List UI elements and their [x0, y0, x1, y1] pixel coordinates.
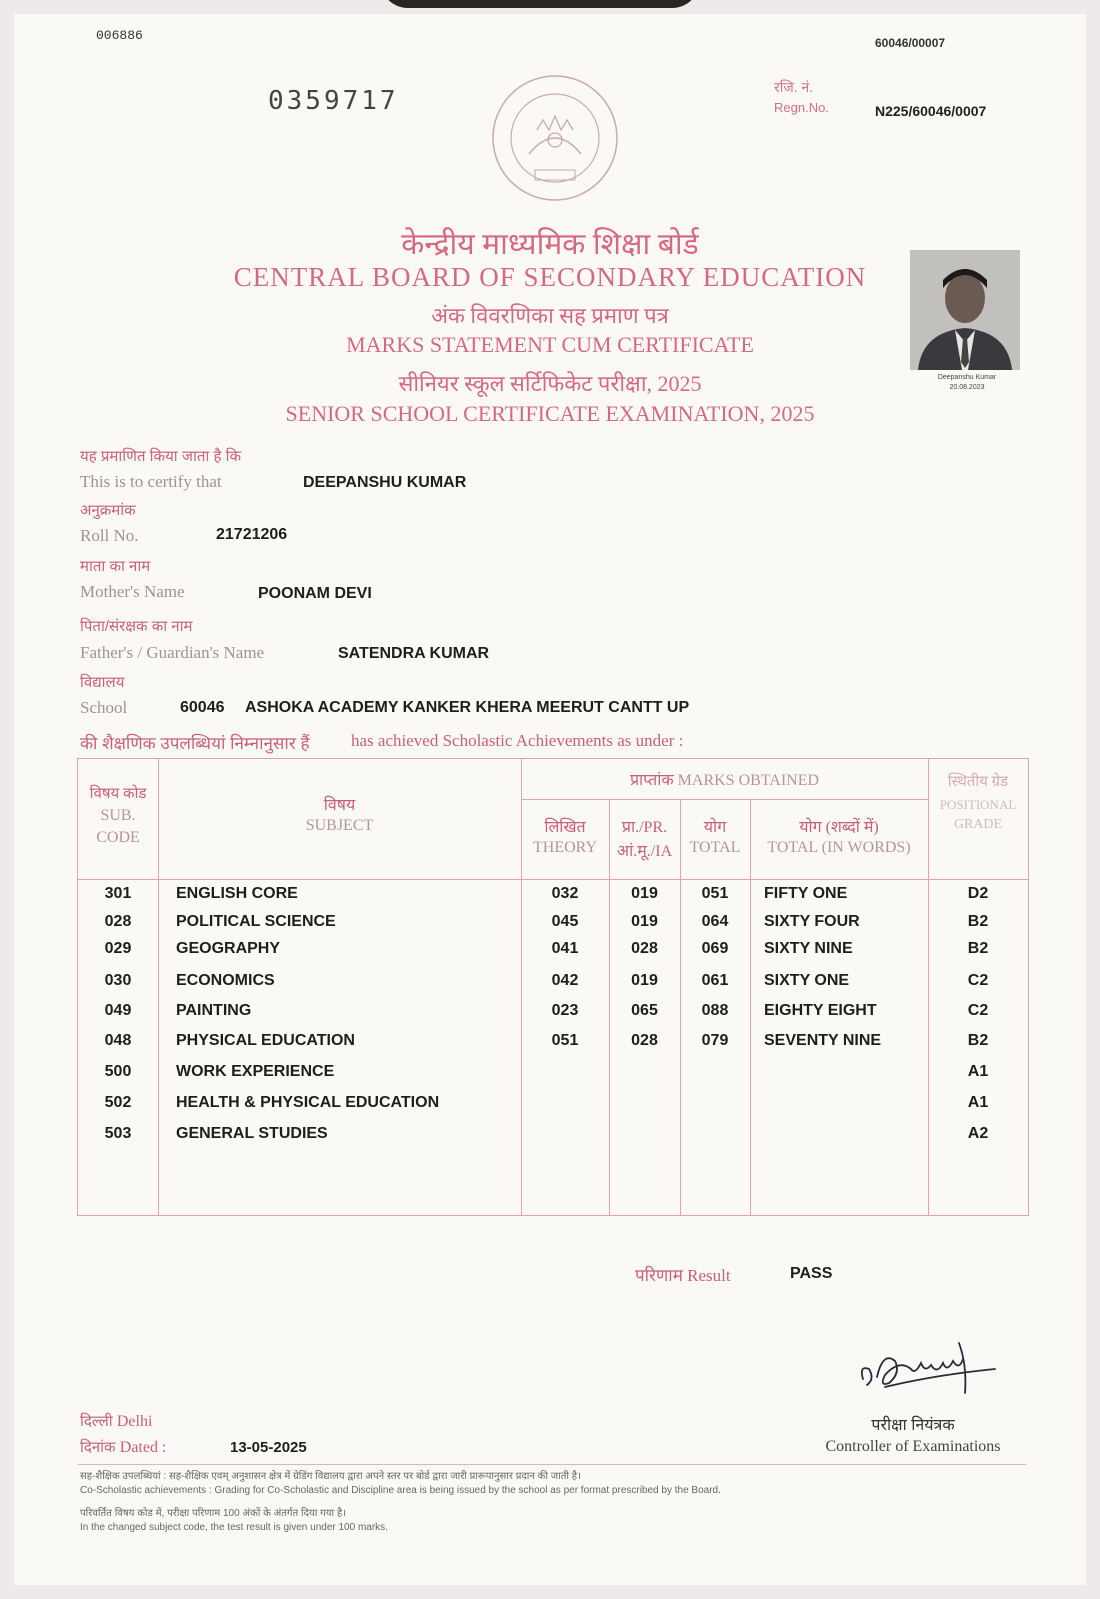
- cell-total-words: SIXTY NINE: [764, 940, 853, 957]
- header-code-hindi: विषय कोड: [89, 786, 147, 802]
- place: Delhi: [116, 1413, 153, 1430]
- marks-table: [77, 758, 1029, 1216]
- cell-code: 502: [104, 1094, 132, 1111]
- cell-code: 500: [104, 1063, 132, 1080]
- exam-title-hindi: सीनियर स्कूल सर्टिफिकेट परीक्षा, 2025: [398, 371, 702, 396]
- cell-grade: B2: [967, 940, 989, 957]
- header-grade-2: GRADE: [953, 817, 1003, 832]
- place-line: [80, 1411, 152, 1431]
- father-label: Father's / Guardian's Name: [80, 643, 265, 662]
- header-words-hindi: योग (शब्दों में): [799, 819, 879, 836]
- achieved-label: has achieved Scholastic Achievements as under :: [351, 731, 684, 750]
- header-theory: THEORY: [533, 839, 597, 856]
- note-subject-code: In the changed subject code, the test result is given under 100 marks.: [80, 1522, 388, 1533]
- header-subject: SUBJECT: [305, 817, 374, 834]
- mother-label-hindi: माता का नाम: [80, 558, 151, 575]
- school-label: School: [80, 698, 128, 717]
- cell-grade: C2: [967, 972, 989, 989]
- controller-title-hindi: परीक्षा नियंत्रक: [871, 1417, 955, 1434]
- controller-title: Controller of Examinations: [825, 1438, 1001, 1455]
- result-label: [635, 1263, 731, 1286]
- cell-total-words: FIFTY ONE: [764, 885, 848, 902]
- cell-total: 069: [701, 940, 729, 957]
- cell-subject: POLITICAL SCIENCE: [176, 913, 336, 930]
- cell-practical: 019: [631, 913, 658, 930]
- cell-total: 051: [701, 885, 729, 902]
- issue-date: 13-05-2025: [230, 1439, 307, 1456]
- header-theory-hindi: लिखित: [544, 819, 586, 836]
- cell-subject: ENGLISH CORE: [176, 885, 298, 902]
- cell-practical: 028: [631, 940, 658, 957]
- cell-subject: ECONOMICS: [176, 972, 275, 989]
- cell-code: 503: [104, 1125, 132, 1142]
- cell-total: 064: [701, 913, 729, 930]
- place-hindi: दिल्ली: [80, 1413, 113, 1430]
- roll-label-hindi: अनुक्रमांक: [80, 502, 136, 519]
- certify-label: This is to certify that: [80, 472, 222, 491]
- roll-label: Roll No.: [80, 526, 139, 545]
- controller-signature: [855, 1335, 1005, 1407]
- cell-code: 029: [104, 940, 132, 957]
- cell-code: 301: [104, 885, 132, 902]
- cell-practical: 019: [631, 885, 658, 902]
- achieved-label-hindi: की शैक्षणिक उपलब्धियां निम्नानुसार हैं: [80, 734, 310, 753]
- cell-total: 079: [701, 1032, 729, 1049]
- document-title-hindi: अंक विवरणिका सह प्रमाण पत्र: [431, 303, 669, 328]
- cell-total: 061: [701, 972, 729, 989]
- cell-total-words: SEVENTY NINE: [764, 1032, 882, 1049]
- school-code: 60046: [180, 699, 225, 716]
- regn-number: N225/60046/0007: [875, 103, 987, 119]
- photo-caption-date: 20.08.2023: [949, 384, 985, 391]
- cell-code: 028: [104, 913, 132, 930]
- note-subject-code-hindi: परिवर्तित विषय कोड में, परीक्षा परिणाम 100 अंकों के अंतर्गत दिया गया है।: [80, 1508, 346, 1519]
- header-pr: प्रा./PR.: [621, 819, 668, 836]
- header-grade: POSITIONAL: [939, 797, 1017, 812]
- regn-label-hindi: रजि. नं.: [774, 79, 814, 95]
- footer-divider: [78, 1464, 1026, 1465]
- cell-subject: GENERAL STUDIES: [176, 1125, 328, 1142]
- father-name: SATENDRA KUMAR: [338, 645, 490, 662]
- cell-theory: 041: [551, 940, 579, 957]
- header-code: SUB.: [100, 807, 136, 824]
- certify-label-hindi: यह प्रमाणित किया जाता है कि: [80, 448, 241, 465]
- cell-grade: B2: [967, 1032, 989, 1049]
- cell-code: 048: [104, 1032, 132, 1049]
- cell-subject: PAINTING: [176, 1002, 252, 1019]
- header-words: TOTAL (IN WORDS): [767, 839, 911, 856]
- note-coscholastic-hindi: सह-शैक्षिक उपलब्धियां : सह-शैक्षिक एवम् अनुशासन क्षेत्र में ग्रेडिंग विद्यालय द्वारा अपने स्तर पर बोर्ड द्वारा जारी प्रारूपानुसार प्रदान की जाती है।: [80, 1471, 581, 1482]
- student-name: DEEPANSHU KUMAR: [303, 474, 467, 491]
- serial-number-right: 60046/00007: [875, 36, 946, 50]
- cell-practical: 028: [631, 1032, 658, 1049]
- school-label-hindi: विद्यालय: [80, 674, 125, 691]
- cell-theory: 042: [551, 972, 579, 989]
- result-value: PASS: [790, 1265, 833, 1282]
- student-photo: [910, 250, 1020, 370]
- cell-total-words: EIGHTY EIGHT: [764, 1002, 877, 1019]
- cell-grade: A1: [967, 1094, 989, 1111]
- document-title: MARKS STATEMENT CUM CERTIFICATE: [346, 332, 754, 357]
- cell-theory: 051: [551, 1032, 579, 1049]
- mother-name: POONAM DEVI: [258, 585, 372, 602]
- regn-label: Regn.No.: [774, 100, 829, 115]
- note-coscholastic: Co-Scholastic achievements : Grading for Co-Scholastic and Discipline area is being issued by the school as per format prescribed by the Board.: [80, 1485, 721, 1496]
- cell-grade: B2: [967, 913, 989, 930]
- certificate-number: 0359717: [268, 86, 399, 116]
- cbse-seal-icon: [489, 72, 621, 204]
- school-name: ASHOKA ACADEMY KANKER KHERA MEERUT CANTT UP: [245, 699, 690, 716]
- header-marks-obtained: [521, 768, 928, 790]
- cell-subject: HEALTH & PHYSICAL EDUCATION: [176, 1094, 440, 1111]
- board-name-hindi: केन्द्रीय माध्यमिक शिक्षा बोर्ड: [401, 228, 699, 261]
- dated-label: Dated :: [119, 1439, 167, 1456]
- board-name: CENTRAL BOARD OF SECONDARY EDUCATION: [233, 262, 867, 292]
- mother-label: Mother's Name: [80, 582, 185, 601]
- header-total: TOTAL: [689, 839, 741, 856]
- cell-subject: WORK EXPERIENCE: [176, 1063, 335, 1080]
- roll-number: 21721206: [216, 526, 288, 543]
- result-label-en: Result: [687, 1266, 731, 1285]
- cell-grade: A2: [967, 1125, 989, 1142]
- photo-caption-name: Deepanshu Kumar: [937, 374, 997, 381]
- cell-code: 030: [104, 972, 132, 989]
- dated-line: [80, 1437, 166, 1457]
- exam-title: SENIOR SCHOOL CERTIFICATE EXAMINATION, 2025: [285, 401, 815, 426]
- cell-subject: PHYSICAL EDUCATION: [176, 1032, 355, 1049]
- cell-subject: GEOGRAPHY: [176, 940, 281, 957]
- cell-grade: A1: [967, 1063, 989, 1080]
- header-subject-hindi: विषय: [323, 797, 356, 814]
- scan-shadow: [380, 0, 700, 8]
- serial-number-left: 006886: [96, 28, 143, 43]
- header-grade-hindi: स्थितीय ग्रेड: [947, 774, 1009, 790]
- cell-theory: 032: [551, 885, 579, 902]
- cell-total-words: SIXTY FOUR: [764, 913, 860, 930]
- cell-theory: 045: [551, 913, 579, 930]
- cell-grade: C2: [967, 1002, 989, 1019]
- header-marks: MARKS OBTAINED: [677, 772, 820, 789]
- cell-theory: 023: [551, 1002, 579, 1019]
- header-ia: आं.मू./IA: [616, 843, 673, 860]
- father-label-hindi: पिता/संरक्षक का नाम: [80, 618, 193, 635]
- cell-practical: 019: [631, 972, 658, 989]
- result-label-hindi: परिणाम: [635, 1266, 683, 1285]
- cell-grade: D2: [967, 885, 989, 902]
- header-code-2: CODE: [96, 829, 140, 846]
- cell-code: 049: [104, 1002, 132, 1019]
- cell-total: 088: [701, 1002, 729, 1019]
- header-marks-hindi: प्राप्तांक: [629, 772, 674, 789]
- cell-practical: 065: [631, 1002, 658, 1019]
- cell-total-words: SIXTY ONE: [764, 972, 850, 989]
- header-total-hindi: योग: [703, 819, 727, 836]
- dated-hindi: दिनांक: [80, 1439, 116, 1456]
